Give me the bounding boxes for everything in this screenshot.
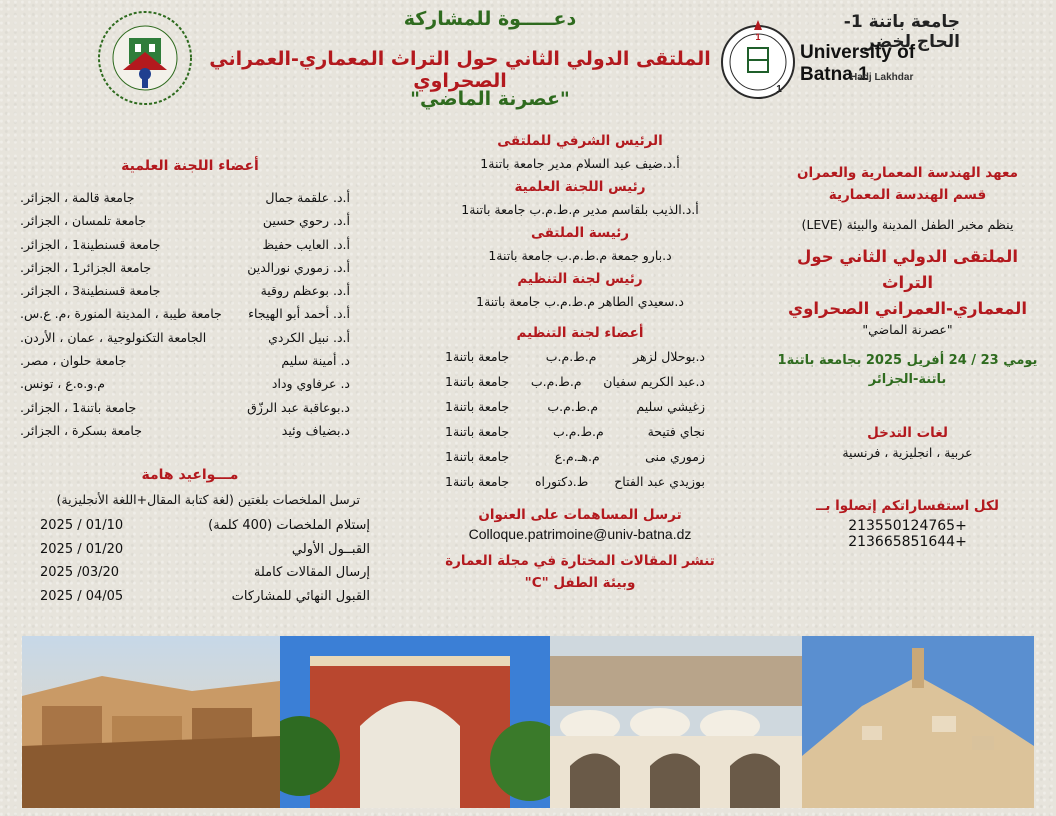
publication-note-line2: وبيئة الطفل "C": [524, 575, 636, 591]
member-name: د. عرفاوي وداد: [271, 376, 350, 392]
organizing-chair-title: رئيس لجنة التنظيم: [517, 271, 643, 287]
svg-text:1: 1: [755, 32, 761, 42]
university-name-ar: جامعة باتنة 1- الحاج لخضر: [843, 12, 960, 52]
city-gate-photo: [280, 636, 550, 808]
university-logo: [718, 10, 798, 110]
date-label: إرسال المقالات كاملة: [253, 565, 370, 580]
member-affiliation: جامعة باتنة1 ، الجزائر.: [20, 399, 137, 415]
institute-name: معهد الهندسة المعمارية والعمران: [797, 165, 1018, 181]
publication-note-line1: تنشر المقالات المختارة في مجلة العمارة: [445, 553, 715, 569]
date-label: القبول النهائي للمشاركات: [231, 588, 370, 604]
organizer-unit: م.ط.م.ب: [547, 399, 599, 414]
languages-title: لغات التدخل: [867, 425, 948, 441]
date-label: القبــول الأولي: [291, 541, 370, 557]
organizer-lab: ينظم مخبر الطفل المدينة والبيئة (LEVE): [801, 217, 1014, 232]
member-affiliation: جامعة حلوان ، مصر.: [20, 353, 127, 369]
member-affiliation: جامعة الجزائر1 ، الجزائر.: [20, 259, 152, 275]
organizer-university: جامعة باتنة1: [445, 349, 510, 364]
conference-place: باتنة-الجزائر: [868, 372, 947, 387]
conference-title: الملتقى الدولي الثاني حول التراث المعماري-العمراني الصحراوي: [209, 48, 711, 92]
conference-title-line1: الملتقى الدولي الثاني حول التراث: [797, 247, 1018, 292]
scientific-chair: أ.د.الذيب بلقاسم مدير م.ط.م.ب جامعة باتنة1: [461, 202, 699, 217]
submission-title: ترسل المساهمات على العنوان: [478, 507, 682, 523]
phone-number-1[interactable]: +213550124765: [848, 518, 967, 534]
important-dates-title: مـــواعيد هامة: [141, 467, 239, 483]
organizer-row: [400, 344, 760, 369]
ghardaia-photo: [802, 636, 1034, 808]
phone-number-2[interactable]: +213665851644: [848, 534, 967, 550]
member-name: أ.د. العايب حفيظ: [262, 236, 350, 252]
conference-subtitle: "عصرنة الماضي": [410, 88, 570, 110]
member-name: د.بضياف وئيد: [281, 422, 350, 438]
organizing-members-title: أعضاء لجنة التنظيم: [516, 325, 644, 341]
invitation-heading: دعـــــوة للمشاركة: [403, 8, 577, 30]
photo-strip: [22, 636, 1034, 808]
committee-row: [20, 237, 350, 260]
member-affiliation: م.و.ه.ع ، تونس.: [20, 376, 106, 392]
committee-row: [20, 190, 350, 213]
conference-dates: يومي 23 / 24 أفريل 2025 بجامعة باتنة1: [777, 353, 1038, 368]
svg-text:1: 1: [776, 84, 782, 95]
department-name: قسم الهندسة المعمارية: [828, 187, 987, 203]
right-column: [770, 165, 1045, 550]
date-row: [40, 518, 370, 542]
committee-row: [20, 213, 350, 236]
university-subname-en: Hadj Lakhdar: [850, 72, 914, 83]
honorary-chair-title: الرئيس الشرفي للملتقى: [497, 133, 663, 149]
committee-row: [20, 260, 350, 283]
organizer-row: [400, 469, 760, 494]
date-label: إستلام الملخصات (400 كلمة): [208, 518, 370, 533]
conference-title-line2: المعماري-العمراني الصحراوي: [787, 299, 1028, 318]
member-name: د.بوعاقبة عبد الرزّق: [247, 399, 350, 415]
member-affiliation: جامعة بسكرة ، الجزائر.: [20, 422, 142, 438]
organizer-name: زموري منى: [645, 449, 705, 464]
member-affiliation: جامعة قالمة ، الجزائر.: [20, 190, 135, 205]
organizer-unit: م.هـ.م.ع: [554, 449, 600, 464]
date-value: 2025 / 01/20: [40, 541, 124, 557]
important-dates-list: [40, 518, 370, 612]
organizing-chair: د.سعيدي الطاهر م.ط.م.ب جامعة باتنة1: [476, 294, 684, 309]
committee-row: [20, 376, 350, 399]
member-affiliation: جامعة تلمسان ، الجزائر.: [20, 213, 146, 229]
organizer-row: [400, 419, 760, 444]
member-name: أ.د. زموري نورالدين: [247, 259, 350, 275]
date-value: 2025 / 01/10: [40, 518, 124, 533]
committee-row: [20, 400, 350, 423]
committee-row: [20, 306, 350, 329]
desert-ksar-photo: [22, 636, 280, 808]
member-name: أ.د. علقمة جمال: [265, 190, 350, 205]
organizer-unit: م.ط.م.ب: [545, 349, 597, 364]
organizer-name: د.عبد الكريم سفيان: [603, 374, 705, 389]
organizer-name: بوزيدي عبد الفتاح: [614, 474, 705, 489]
organizer-row: [400, 444, 760, 469]
organizer-university: جامعة باتنة1: [445, 424, 510, 439]
organizer-row: [400, 394, 760, 419]
organizer-row: [400, 369, 760, 394]
submission-email-link[interactable]: Colloque.patrimoine@univ-batna.dz: [468, 526, 692, 542]
member-affiliation: جامعة طيبة ، المدينة المنورة ،م. ع.س.: [20, 306, 222, 322]
organizer-unit: ط.دكتوراه: [535, 474, 589, 489]
lab-logo: [95, 8, 195, 108]
organizer-name: د.بوحلال لزهر: [633, 349, 705, 364]
committee-row: [20, 353, 350, 376]
date-row: [40, 589, 370, 613]
organizer-university: جامعة باتنة1: [445, 449, 510, 464]
date-row: [40, 542, 370, 566]
committee-row: [20, 423, 350, 446]
conference-subtitle-right: "عصرنة الماضي": [862, 322, 953, 337]
scientific-chair-title: رئيس اللجنة العلمية: [514, 179, 646, 195]
committee-row: [20, 330, 350, 353]
committee-row: [20, 283, 350, 306]
organizer-unit: م.ط.م.ب: [530, 374, 582, 389]
date-value: 2025 / 04/05: [40, 588, 124, 604]
middle-column: [400, 130, 760, 594]
organizer-university: جامعة باتنة1: [445, 399, 510, 414]
member-affiliation: جامعة قسنطينة3 ، الجزائر.: [20, 283, 161, 299]
abstract-language-note: ترسل الملخصات بلغتين (لغة كتابة المقال+اللغة الأنجليزية): [56, 492, 360, 507]
honorary-chair: أ.د.ضيف عبد السلام مدير جامعة باتنة1: [480, 156, 680, 171]
organizer-unit: م.ط.م.ب: [553, 424, 604, 439]
organizer-name: زغيشي سليم: [636, 399, 705, 414]
member-name: د. أمينة سليم: [281, 353, 350, 369]
conference-chair-title: رئيسة الملتقى: [530, 225, 630, 241]
conference-chair: د.بارو جمعة م.ط.م.ب جامعة باتنة1: [488, 248, 672, 263]
date-row: [40, 565, 370, 589]
languages-list: عربية ، انجليزية ، فرنسية: [842, 445, 973, 460]
contact-title: لكل استفساراتكم إتصلوا بــ: [816, 498, 999, 514]
scientific-committee-list: [20, 190, 350, 446]
member-affiliation: جامعة قسنطينة1 ، الجزائر.: [20, 236, 161, 252]
organizer-university: جامعة باتنة1: [445, 474, 510, 489]
domed-architecture-photo: [550, 636, 802, 808]
member-name: أ.د. بوعظم روقية: [260, 283, 350, 299]
scientific-committee-title: أعضاء اللجنة العلمية: [121, 158, 259, 174]
organizer-name: نجاي فتيحة: [647, 424, 705, 439]
member-name: أ.د. رحوي حسين: [262, 213, 350, 229]
member-affiliation: الجامعة التكنولوجية ، عمان ، الأردن.: [20, 329, 207, 345]
university-name-en: University of Batna 1: [800, 42, 916, 85]
organizer-university: جامعة باتنة1: [445, 374, 510, 389]
member-name: أ.د. نبيل الكردي: [268, 329, 350, 345]
member-name: أ.د. أحمد أبو الهيجاء: [248, 306, 350, 322]
date-value: 2025 /03/20: [40, 565, 120, 580]
